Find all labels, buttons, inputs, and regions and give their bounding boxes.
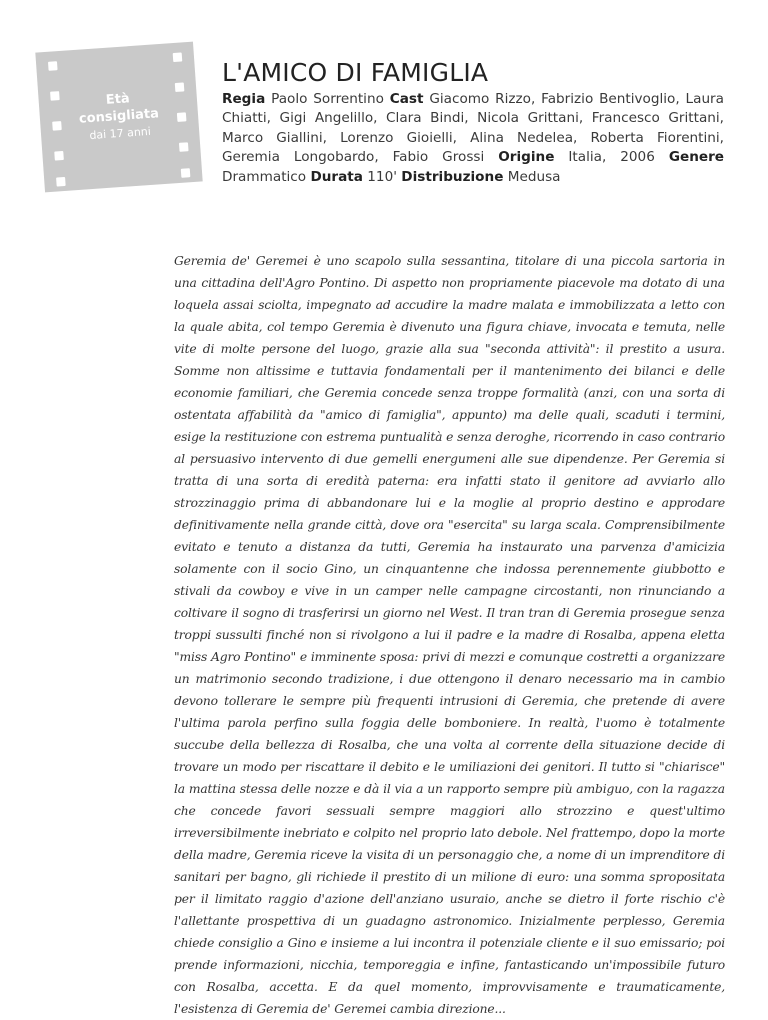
distribuzione-value: Medusa	[507, 168, 561, 185]
regia-value: Paolo Sorrentino	[271, 91, 384, 107]
genere-label: Genere	[668, 149, 725, 166]
film-hole-icon	[173, 52, 183, 62]
film-hole-icon	[48, 61, 58, 71]
film-hole-icon	[50, 91, 60, 101]
film-hole-icon	[181, 168, 191, 178]
age-rating-label: Età	[105, 91, 131, 108]
genere-value: Drammatico	[222, 168, 307, 185]
cast-label: Cast	[389, 91, 424, 107]
film-hole-icon	[179, 142, 189, 152]
film-hole-icon	[177, 112, 187, 122]
synopsis-text: Geremia de' Geremei è uno scapolo sulla sessantina, titolare di una piccola sartoria in una cittadina dell'Agro Pontino. Di aspetto non propriamente piacevole ma dotato di una loquela assai sciolta, impegnato ad accudire la madre malata e immobilizzata a letto con la quale abita, col tempo Geremia è divenuto una figura chiave, invocata e temuta, nelle vite di molte persone del luogo, grazie alla sua "seconda attività": il prestito a usura. Somme non altissime e tuttavia fondamentali per il mantenimento dei bilanci e delle economie familiari, che Geremia concede senza troppe formalità (anzi, con una sorta di ostentata affabilità da "amico di famiglia", appunto) ma delle quali, scaduti i termini, esige la restituzione con estrema puntualità e senza deroghe, ricorrendo in caso contrario al persuasivo intervento di due gemelli energumeni alle sue dipendenze. Per Geremia si tratta di una sorta di eredità paterna: era infatti stato il genitore ad avviarlo allo strozzinaggio prima di abbandonare lui e la moglie al proprio destino e approdare definitivamente nella grande città, dove ora "esercita" su larga scala. Comprensibilmente evitato e tenuto a distanza da tutti, Geremia ha instaurato una parvenza d'amicizia solamente con il socio Gino, un cinquantenne che indossa perennemente giubbotto e stivali da cowboy e vive in un camper nelle campagne circostanti, non rinunciando a coltivare il sogno di trasferirsi un giorno nel West. Il tran tran di Geremia prosegue senza troppi sussulti finché non si rivolgono a lui il padre e la madre di Rosalba, appena eletta "miss Agro Pontino" e imminente sposa: privi di mezzi e comunque costretti a organizzare un matrimonio secondo tradizione, i due ottengono il denaro necessario ma in cambio devono tollerare le sempre più frequenti intrusioni di Geremia, che pretende di avere l'ultima parola perfino sulla foggia delle bomboniere. In realtà, l'uomo è totalmente succube della bellezza di Rosalba, che una volta al corrente della situazione decide di trovare un modo per riscattare il debito e le umiliazioni dei genitori. Il tutto si "chiarisce" la mattina stessa delle nozze e dà il via a un rapporto sempre più ambiguo, con la ragazza che concede favori sessuali sempre maggiori allo strozzino e quest'ultimo irreversibilmente inebriato e colpito nel proprio lato debole. Nel frattempo, dopo la morte della madre, Geremia riceve la visita di un personaggio che, a nome di un imprenditore di sanitari per bagno, gli richiede il prestito di un milione di euro: una somma spropositata per il limitato raggio d'azione dell'anziano usuraio, anche se dietro il forte rischio c'è l'allettante prospettiva di un guadagno astronomico. Inizialmente perplesso, Geremia chiede consiglio a Gino e insieme a lui incontra il potenziale cliente e il suo emissario; poi prende informazioni, nicchia, temporeggia e infine, fantasticando un'impossibile futuro con Rosalba, accetta. E da quel momento, improvvisamente e traumaticamente, l'esistenza di Geremia de' Geremei cambia direzione...	[174, 254, 725, 1016]
distribuzione-label: Distribuzione	[401, 168, 504, 185]
film-hole-icon	[56, 177, 66, 187]
durata-value: 110'	[367, 168, 397, 185]
film-hole-icon	[175, 82, 185, 92]
cast-value: Giacomo Rizzo, Fabrizio Bentivoglio, Laura Chiatti, Gigi Angelillo, Clara Bindi, Nicola Grittani, Francesco Grittani, Marco Giallini, Lorenzo Gioielli, Alina Nedelea, Roberta Fiorentini, Geremia Longobardo, Fabio Grossi	[222, 91, 724, 166]
film-hole-icon	[52, 121, 62, 131]
film-credits	[222, 90, 724, 187]
regia-label: Regia	[222, 91, 266, 107]
age-rating-badge	[35, 42, 202, 193]
age-rating-value: dai 17 anni	[89, 124, 152, 143]
age-rating-label-2: consigliata	[78, 106, 160, 127]
origine-value: Italia, 2006	[568, 149, 655, 166]
origine-label: Origine	[498, 149, 555, 166]
film-hole-icon	[54, 151, 64, 161]
age-rating-text	[66, 88, 171, 146]
durata-label: Durata	[310, 168, 363, 185]
film-title: L'AMICO DI FAMIGLIA	[222, 58, 489, 87]
